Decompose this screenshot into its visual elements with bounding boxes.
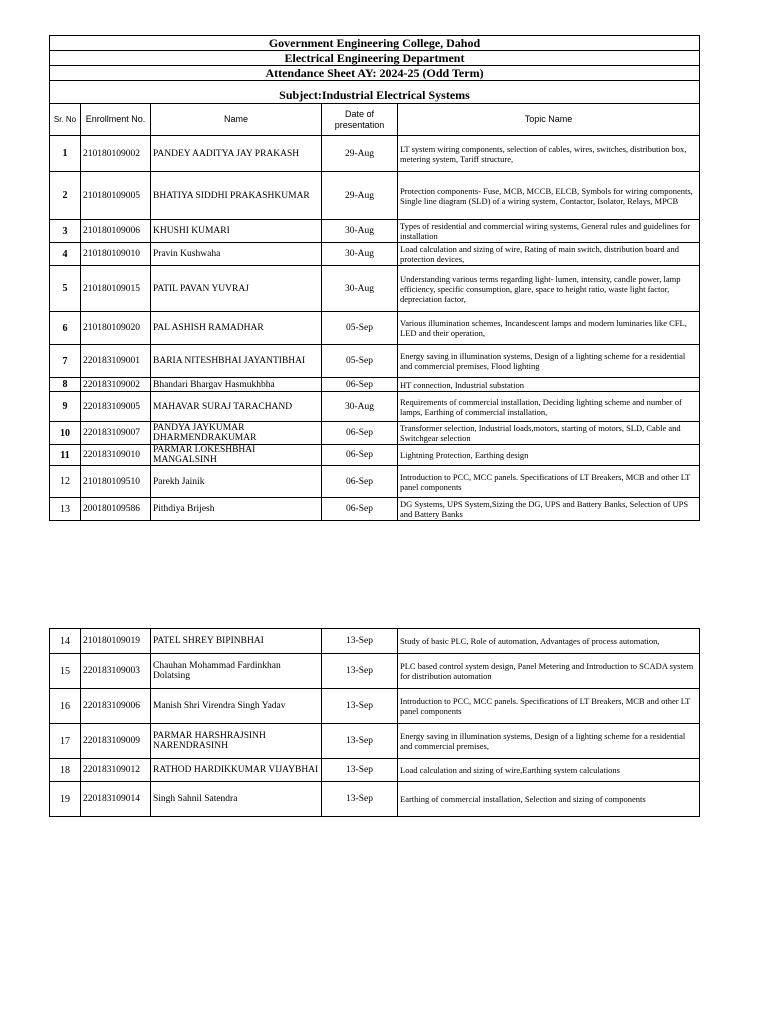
date-cell: 13-Sep [322,654,398,689]
enrollment-cell: 210180109005 [81,172,151,220]
sr-cell: 18 [50,759,81,782]
sr-cell: 16 [50,689,81,724]
date-cell: 06-Sep [322,498,398,521]
name-cell: Pithdiya Brijesh [151,498,322,521]
attendance-table-part2 [49,628,700,817]
date-cell: 06-Sep [322,422,398,445]
topic-cell: DG Systems, UPS System,Sizing the DG, UPS and Battery Banks, Selection of UPS and Battery Banks [398,498,700,521]
topic-cell: Introduction to PCC, MCC panels. Specifications of LT Breakers, MCB and other LT panel components [398,689,700,724]
date-cell: 30-Aug [322,220,398,243]
name-cell: PANDYA JAYKUMAR DHARMENDRAKUMAR [151,422,322,445]
sr-cell: 4 [50,243,81,266]
enrollment-cell: 220183109002 [81,378,151,392]
college-title: Government Engineering College, Dahod [50,36,700,51]
name-cell: Bhandari Bhargav Hasmukhbha [151,378,322,392]
date-cell: 30-Aug [322,392,398,422]
name-cell: BHATIYA SIDDHI PRAKASHKUMAR [151,172,322,220]
topic-cell: Energy saving in illumination systems, Design of a lighting scheme for a residential and commercial premises, [398,724,700,759]
attendance-table-part1 [49,35,700,521]
name-cell: Parekh Jainik [151,466,322,498]
date-cell: 13-Sep [322,629,398,654]
table-row [50,266,700,312]
name-cell: RATHOD HARDIKKUMAR VIJAYBHAI [151,759,322,782]
col-name: Name [151,104,322,136]
date-cell: 30-Aug [322,243,398,266]
topic-cell: Introduction to PCC, MCC panels. Specifications of LT Breakers, MCB and other LT panel components [398,466,700,498]
topic-cell: Understanding various terms regarding light- lumen, intensity, candle power, lamp efficiency, specific consumption, glare, space to height ratio, waste light factor, depreciation factor, [398,266,700,312]
topic-cell: Study of basic PLC, Role of automation, Advantages of process automation, [398,629,700,654]
name-cell: PARMAR HARSHRAJSINH NARENDRASINH [151,724,322,759]
topic-cell: LT system wiring components, selection of cables, wires, switches, distribution box, metering system, Tariff structure, [398,136,700,172]
enrollment-cell: 210180109020 [81,312,151,345]
topic-cell: Types of residential and commercial wiring systems, General rules and guidelines for installation [398,220,700,243]
topic-cell: Transformer selection, Industrial loads,motors, starting of motors, SLD, Cable and Switchgear selection [398,422,700,445]
name-cell: Chauhan Mohammad Fardinkhan Dolatsing [151,654,322,689]
table-body-part1 [50,136,700,521]
name-cell: PATIL PAVAN YUVRAJ [151,266,322,312]
enrollment-cell: 220183109001 [81,345,151,378]
sr-cell: 6 [50,312,81,345]
table-row [50,445,700,466]
sr-cell: 8 [50,378,81,392]
topic-cell: HT connection, Industrial substation [398,378,700,392]
table-row [50,724,700,759]
enrollment-cell: 210180109002 [81,136,151,172]
sr-cell: 19 [50,782,81,817]
date-cell: 06-Sep [322,378,398,392]
col-sr-no: Sr. No [50,104,81,136]
table-row [50,782,700,817]
name-cell: PARMAR LOKESHBHAI MANGALSINH [151,445,322,466]
table-body-part2 [50,629,700,817]
name-cell: MAHAVAR SURAJ TARACHAND [151,392,322,422]
table-row [50,422,700,445]
sr-cell: 12 [50,466,81,498]
name-cell: Singh Sahnil Satendra [151,782,322,817]
table-row [50,466,700,498]
enrollment-cell: 210180109006 [81,220,151,243]
sr-cell: 10 [50,422,81,445]
date-cell: 13-Sep [322,689,398,724]
topic-cell: Various illumination schemes, Incandescent lamps and modern luminaries like CFL, LED and their operation, [398,312,700,345]
name-cell: Pravin Kushwaha [151,243,322,266]
col-enrollment: Enrollment No. [81,104,151,136]
enrollment-cell: 210180109015 [81,266,151,312]
enrollment-cell: 210180109010 [81,243,151,266]
table-row [50,136,700,172]
sr-cell: 7 [50,345,81,378]
name-cell: Manish Shri Virendra Singh Yadav [151,689,322,724]
sr-cell: 9 [50,392,81,422]
department-title: Electrical Engineering Department [50,51,700,66]
col-topic: Topic Name [398,104,700,136]
enrollment-cell: 210180109019 [81,629,151,654]
date-cell: 29-Aug [322,136,398,172]
enrollment-cell: 220183109014 [81,782,151,817]
topic-cell: Load calculation and sizing of wire, Rating of main switch, distribution board and protection devices, [398,243,700,266]
sr-cell: 1 [50,136,81,172]
topic-cell: Requirements of commercial installation, Deciding lighting scheme and number of lamps, Earthing of commercial installation, [398,392,700,422]
table-row [50,312,700,345]
table-row [50,378,700,392]
date-cell: 05-Sep [322,312,398,345]
date-cell: 13-Sep [322,724,398,759]
enrollment-cell: 210180109510 [81,466,151,498]
date-cell: 05-Sep [322,345,398,378]
table-row [50,172,700,220]
sr-cell: 11 [50,445,81,466]
table-row [50,345,700,378]
name-cell: PAL ASHISH RAMADHAR [151,312,322,345]
date-cell: 13-Sep [322,759,398,782]
sr-cell: 3 [50,220,81,243]
topic-cell: Earthing of commercial installation, Selection and sizing of components [398,782,700,817]
topic-cell: Lightning Protection, Earthing design [398,445,700,466]
date-cell: 06-Sep [322,466,398,498]
table-row [50,220,700,243]
table-row [50,392,700,422]
enrollment-cell: 220183109003 [81,654,151,689]
sr-cell: 14 [50,629,81,654]
date-cell: 13-Sep [322,782,398,817]
enrollment-cell: 220183109007 [81,422,151,445]
name-cell: BARIA NITESHBHAI JAYANTIBHAI [151,345,322,378]
enrollment-cell: 220183109009 [81,724,151,759]
sr-cell: 2 [50,172,81,220]
enrollment-cell: 200180109586 [81,498,151,521]
topic-cell: Protection components- Fuse, MCB, MCCB, ELCB, Symbols for wiring components, Single line diagram (SLD) of a wiring system, Contactor, Isolator, Relays, MPCB [398,172,700,220]
table-row [50,629,700,654]
table-row [50,498,700,521]
topic-cell: Energy saving in illumination systems, Design of a lighting scheme for a residential and commercial premises, Flood lighting [398,345,700,378]
table-row [50,759,700,782]
date-cell: 30-Aug [322,266,398,312]
enrollment-cell: 220183109010 [81,445,151,466]
sheet-title: Attendance Sheet AY: 2024-25 (Odd Term) [50,66,700,81]
subject-title: Subject:Industrial Electrical Systems [50,81,700,104]
sr-cell: 15 [50,654,81,689]
enrollment-cell: 220183109005 [81,392,151,422]
name-cell: PATEL SHREY BIPINBHAI [151,629,322,654]
sr-cell: 17 [50,724,81,759]
topic-cell: Load calculation and sizing of wire,Earthing system calculations [398,759,700,782]
topic-cell: PLC based control system design, Panel Metering and Introduction to SCADA system for distribution automation [398,654,700,689]
sr-cell: 13 [50,498,81,521]
date-cell: 29-Aug [322,172,398,220]
enrollment-cell: 220183109006 [81,689,151,724]
name-cell: PANDEY AADITYA JAY PRAKASH [151,136,322,172]
table-row [50,243,700,266]
table-row [50,654,700,689]
table-row [50,689,700,724]
date-cell: 06-Sep [322,445,398,466]
name-cell: KHUSHI KUMARI [151,220,322,243]
enrollment-cell: 220183109012 [81,759,151,782]
col-date: Date of presentation [322,104,398,136]
sr-cell: 5 [50,266,81,312]
